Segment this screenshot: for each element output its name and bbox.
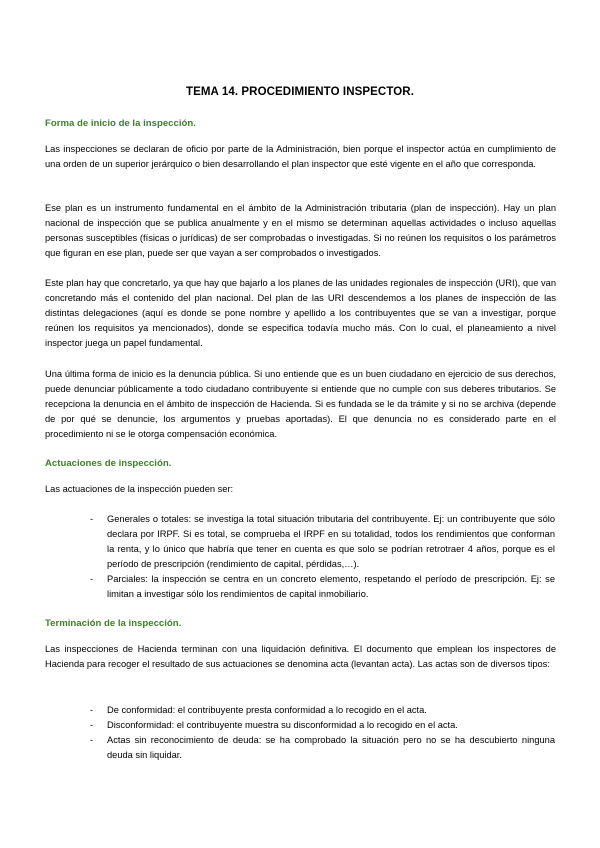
list-dash: -: [90, 720, 94, 730]
list-item: [90, 733, 555, 763]
list-terminacion: [90, 703, 555, 763]
paragraph-inicio-1: Las inspecciones se declaran de oficio por parte de la Administración, bien porque el inspector actúa en cumplimiento de una orden de un superior jerárquico o bien desarrollando el plan inspector que esté vigente en el año que corresponda.: [45, 144, 556, 169]
list-actuaciones: [90, 512, 555, 602]
document-title: TEMA 14. PROCEDIMIENTO INSPECTOR.: [185, 86, 414, 98]
list-item-text: De conformidad: el contribuyente presta conformidad a lo recogido en el acta.: [107, 705, 427, 715]
list-item-text: Actas sin reconocimiento de deuda: se ha comprobado la situación pero no se ha descubierto ninguna deuda sin liquidar.: [107, 735, 555, 760]
list-item: [90, 512, 555, 572]
paragraph-inicio-2: Ese plan es un instrumento fundamental en el ámbito de la Administración tributaria (plan de inspección). Hay un plan nacional de inspección que se publica anualmente y en el mismo se determinan aquellas actividades o incluso aquellas personas susceptibles (físicas o jurídicas) de ser comprobadas o investigadas. Si no reúnen los requisitos o los parámetros que figuran en ese plan, puede ser que vayan a ser comprobados o investigados.: [45, 203, 556, 258]
list-dash: -: [90, 735, 94, 745]
list-item-text: Disconformidad: el contribuyente muestra su disconformidad a lo recogido en el acta.: [107, 720, 458, 730]
list-item: [90, 718, 555, 733]
section-heading-actuaciones: Actuaciones de inspección.: [45, 458, 172, 469]
section-heading-inicio: Forma de inicio de la inspección.: [45, 118, 196, 129]
list-item: [90, 703, 555, 718]
list-dash: -: [90, 514, 94, 524]
section-heading-terminacion: Terminación de la inspección.: [45, 618, 182, 629]
paragraph-inicio-4: Una última forma de inicio es la denuncia pública. Si uno entiende que es un buen ciudadano en ejercicio de sus derechos, puede denunciar públicamente a todo ciudadano contribuyente si entiende que no cumple con sus deberes tributarios. Se recepciona la denuncia en el ámbito de inspección de Hacienda. Si es fundada se le da trámite y si no se archiva (depende de por qué se denuncie, los argumentos y pruebas aportadas). El que denuncia no es considerado parte en el procedimiento ni se le otorga compensación económica.: [45, 369, 556, 439]
list-dash: -: [90, 705, 94, 715]
list-dash: -: [90, 574, 94, 584]
list-item: [90, 572, 555, 602]
paragraph-terminacion-intro: Las inspecciones de Hacienda terminan con una liquidación definitiva. El documento que emplean los inspectores de Hacienda para recoger el resultado de sus actuaciones se denomina acta (levantan acta). Las actas son de diversos tipos:: [45, 644, 556, 669]
list-item-text: Parciales: la inspección se centra en un concreto elemento, respetando el período de prescripción. Ej: se limitan a investigar sólo los rendimientos de capital inmobiliario.: [107, 574, 555, 599]
paragraph-inicio-3: Este plan hay que concretarlo, ya que hay que bajarlo a los planes de las unidades regionales de inspección (URI), que van concretando más el contenido del plan nacional. Del plan de las URI descendemos a los planes de inspección de las distintas delegaciones (aquí es donde se pone nombre y apellido a los contribuyentes que se van a investigar, porque reúnen los requisitos ya mencionados), donde se especifica todavía mucho más. Con lo cual, el planeamiento a nivel inspector juega un papel fundamental.: [45, 278, 556, 348]
paragraph-actuaciones-intro: Las actuaciones de la inspección pueden ser:: [45, 484, 234, 494]
list-item-text: Generales o totales: se investiga la total situación tributaria del contribuyente. Ej: un contribuyente que sólo declara por IRPF. Si es total, se comprueba el IRPF en su totalidad, todos los rendimientos que conforman la renta, y lo único que habría que tener en cuenta es que solo se podrían retrotraer 4 años, porque es el período de prescripción (rendimiento de capital, pérdidas,…).: [107, 514, 555, 569]
